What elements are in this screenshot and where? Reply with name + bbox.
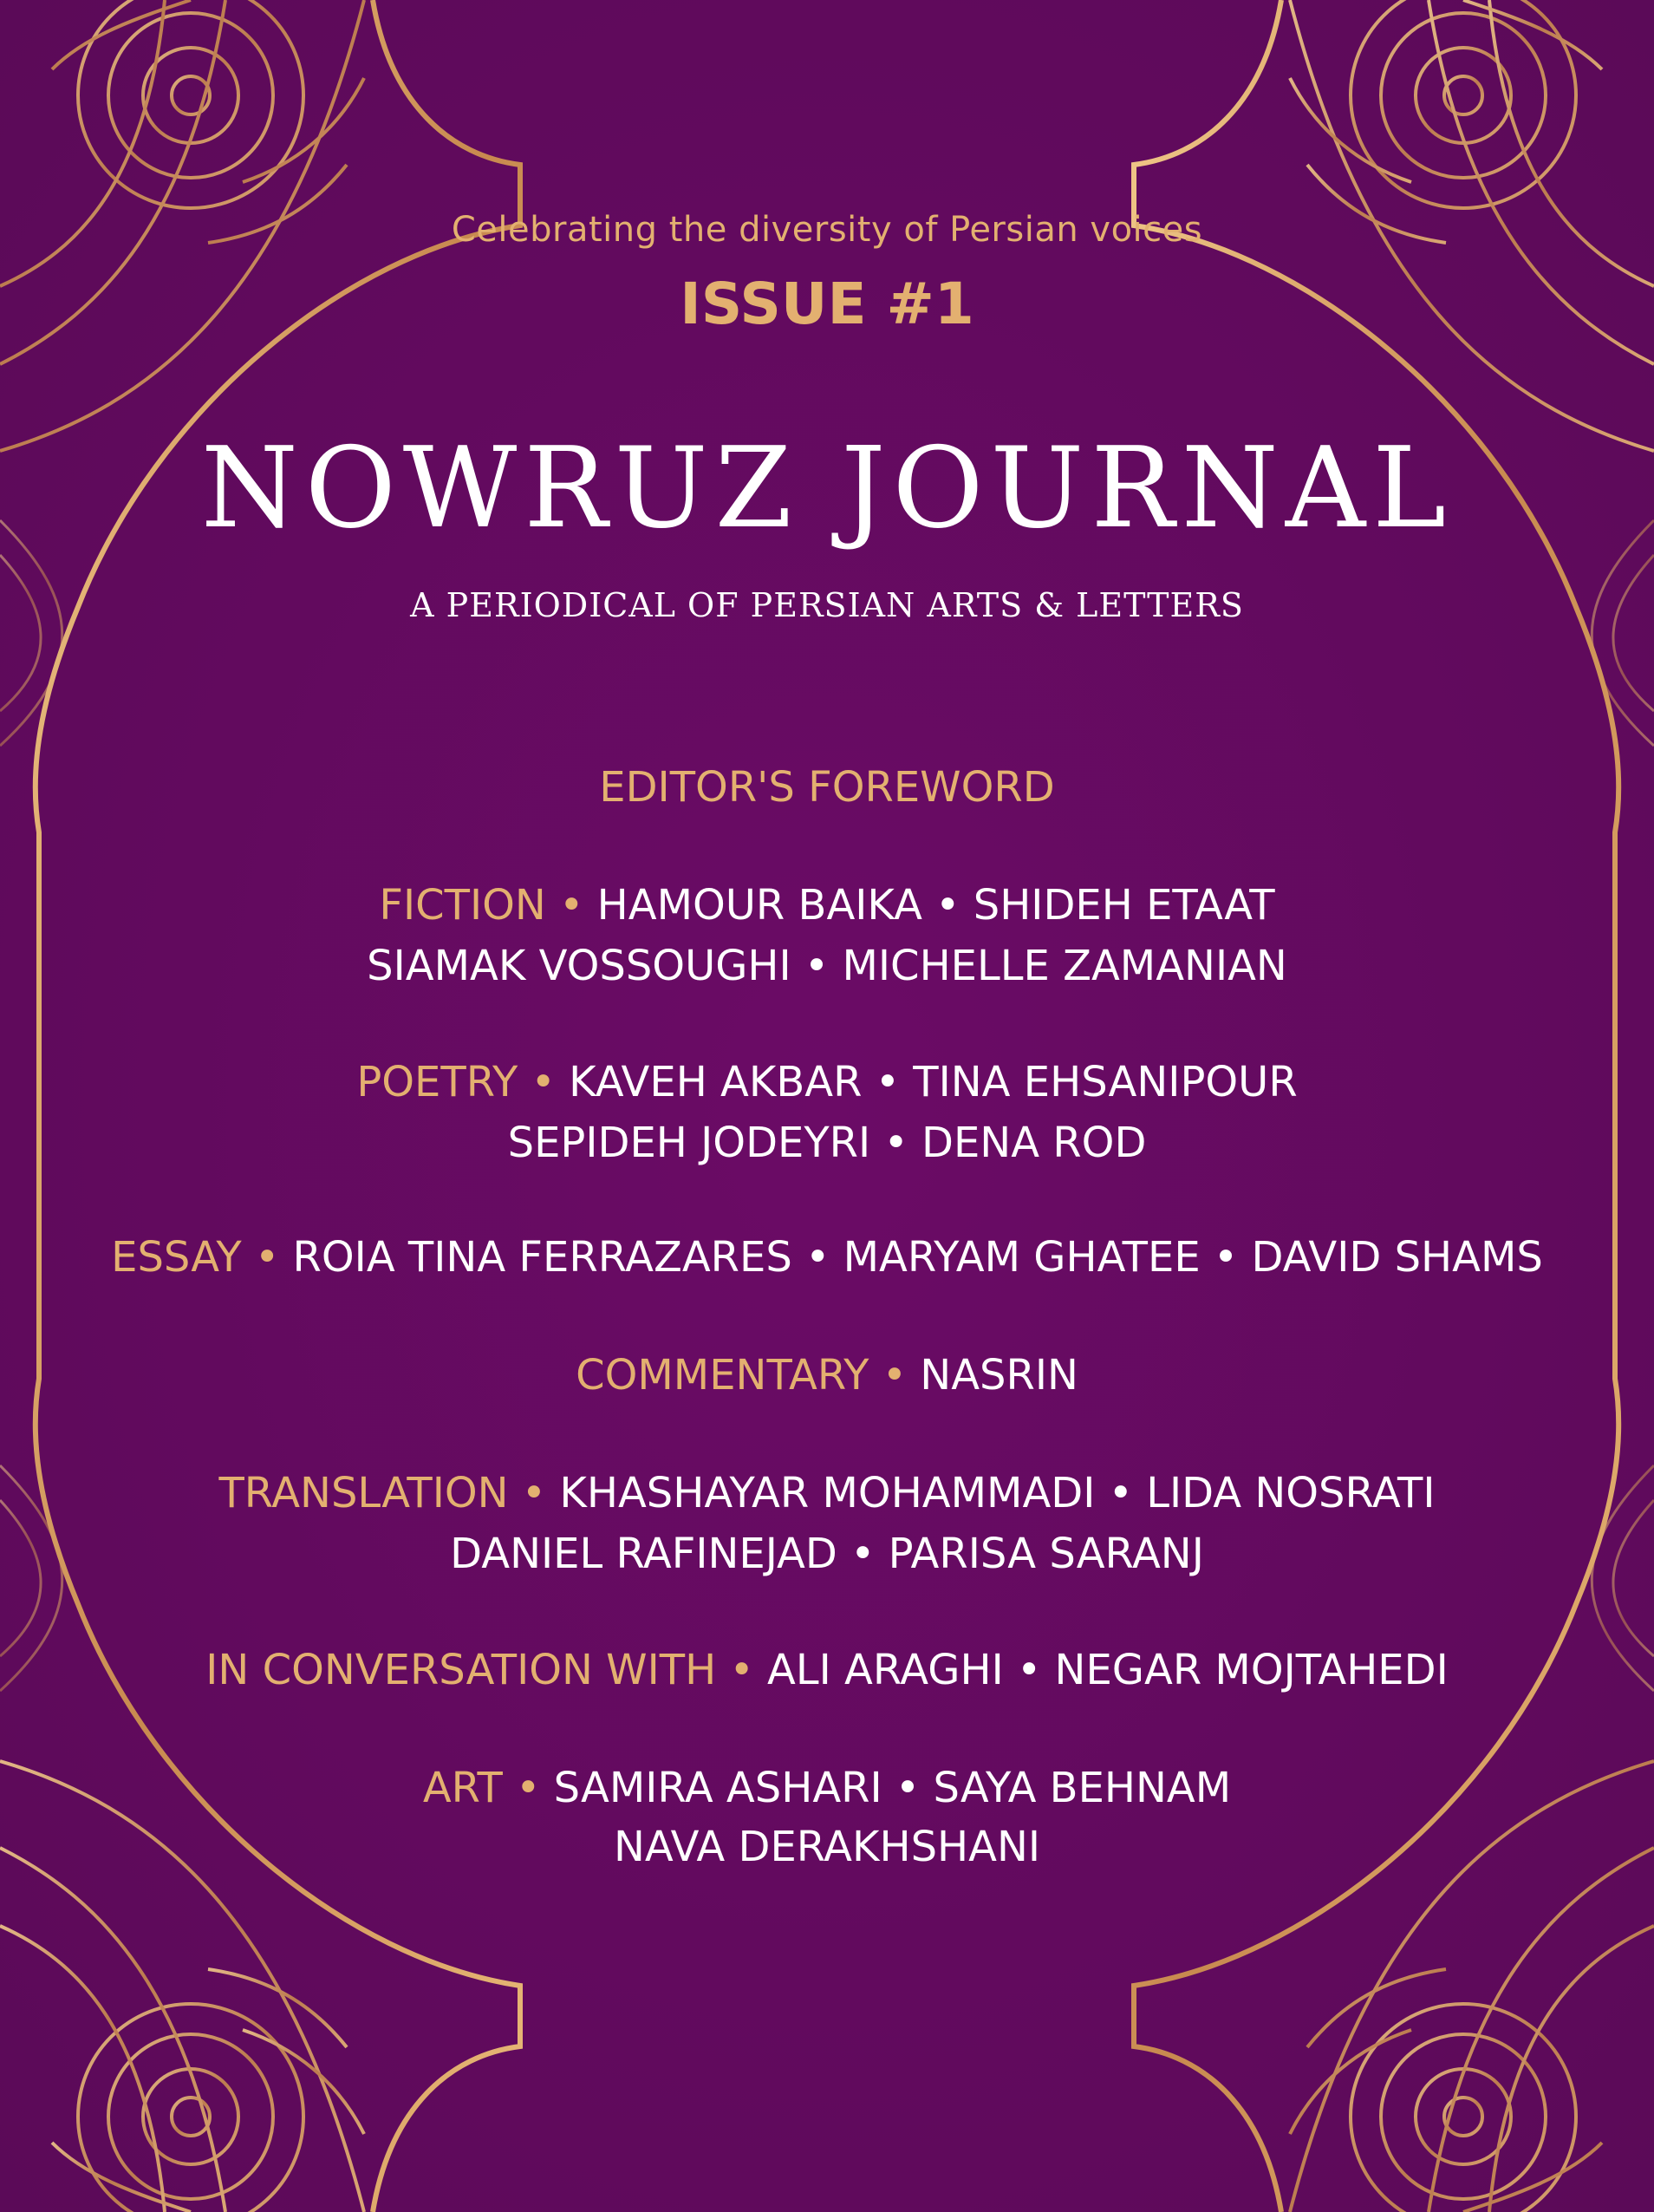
bullet-separator: •: [870, 1119, 922, 1167]
contributor-name: SHIDEH ETAAT: [973, 881, 1275, 930]
bullet-separator: •: [921, 881, 974, 930]
contributor-name: NASRIN: [920, 1351, 1078, 1400]
section-label: TRANSLATION: [218, 1469, 509, 1517]
contributor-name: TINA EHSANIPOUR: [913, 1058, 1298, 1106]
bullet-separator: •: [1095, 1469, 1147, 1517]
bullet-separator: •: [862, 1058, 914, 1106]
contributor-name: MARYAM GHATEE: [843, 1233, 1201, 1282]
contributor-name: SAMIRA ASHARI: [553, 1764, 882, 1812]
toc-line: [0, 1530, 1654, 1580]
section-label: COMMENTARY: [576, 1351, 869, 1400]
contributor-name: ALI ARAGHI: [767, 1646, 1004, 1694]
toc-line: [0, 881, 1654, 931]
section-label: IN CONVERSATION WITH: [205, 1646, 717, 1694]
bullet-separator: •: [545, 881, 597, 930]
bullet-separator: •: [518, 1058, 570, 1106]
bullet-separator: •: [869, 1351, 921, 1400]
toc-line: [0, 942, 1654, 992]
bullet-separator: •: [508, 1469, 560, 1517]
section-label: ESSAY: [111, 1233, 242, 1282]
contributor-name: KAVEH AKBAR: [569, 1058, 863, 1106]
toc-line: [0, 1646, 1654, 1696]
bullet-separator: •: [1003, 1646, 1055, 1694]
contributor-name: HAMOUR BAIKA: [596, 881, 922, 930]
contributor-name: DAVID SHAMS: [1251, 1233, 1543, 1282]
section-label: FICTION: [379, 881, 546, 930]
toc-line: [0, 1823, 1654, 1873]
toc-line: [0, 1233, 1654, 1283]
toc-line: [0, 1469, 1654, 1519]
contributor-name: DANIEL RAFINEJAD: [450, 1530, 837, 1578]
contributor-name: SIAMAK VOSSOUGHI: [367, 942, 791, 990]
bullet-separator: •: [837, 1530, 889, 1578]
bullet-separator: •: [502, 1764, 554, 1812]
bullet-separator: •: [716, 1646, 768, 1694]
bullet-separator: •: [791, 942, 843, 990]
toc-line: [0, 1119, 1654, 1169]
contributor-name: SAYA BEHNAM: [933, 1764, 1232, 1812]
contributor-name: NAVA DERAKHSHANI: [613, 1823, 1041, 1871]
bullet-separator: •: [791, 1233, 843, 1282]
contributor-name: ROIA TINA FERRAZARES: [292, 1233, 792, 1282]
contributor-name: MICHELLE ZAMANIAN: [842, 942, 1287, 990]
issue-number: ISSUE #1: [680, 271, 974, 337]
tagline: Celebrating the diversity of Persian voices: [451, 210, 1203, 250]
contributor-name: PARISA SARANJ: [888, 1530, 1204, 1578]
journal-title: NOWRUZ JOURNAL: [200, 424, 1454, 553]
section-label: ART: [422, 1764, 503, 1812]
contributor-name: NEGAR MOJTAHEDI: [1054, 1646, 1449, 1694]
toc-line: [0, 1764, 1654, 1814]
editors-foreword: EDITOR'S FOREWORD: [599, 763, 1055, 812]
bullet-separator: •: [1200, 1233, 1252, 1282]
toc-line: [0, 1058, 1654, 1108]
contributor-name: KHASHAYAR MOHAMMADI: [559, 1469, 1096, 1517]
toc-line: [0, 1351, 1654, 1401]
bullet-separator: •: [241, 1233, 293, 1282]
bullet-separator: •: [882, 1764, 934, 1812]
contributor-name: LIDA NOSRATI: [1146, 1469, 1436, 1517]
contributor-name: SEPIDEH JODEYRI: [507, 1119, 871, 1167]
journal-subtitle: A PERIODICAL OF PERSIAN ARTS & LETTERS: [410, 586, 1244, 624]
contributor-name: DENA ROD: [921, 1119, 1147, 1167]
section-label: POETRY: [356, 1058, 518, 1106]
